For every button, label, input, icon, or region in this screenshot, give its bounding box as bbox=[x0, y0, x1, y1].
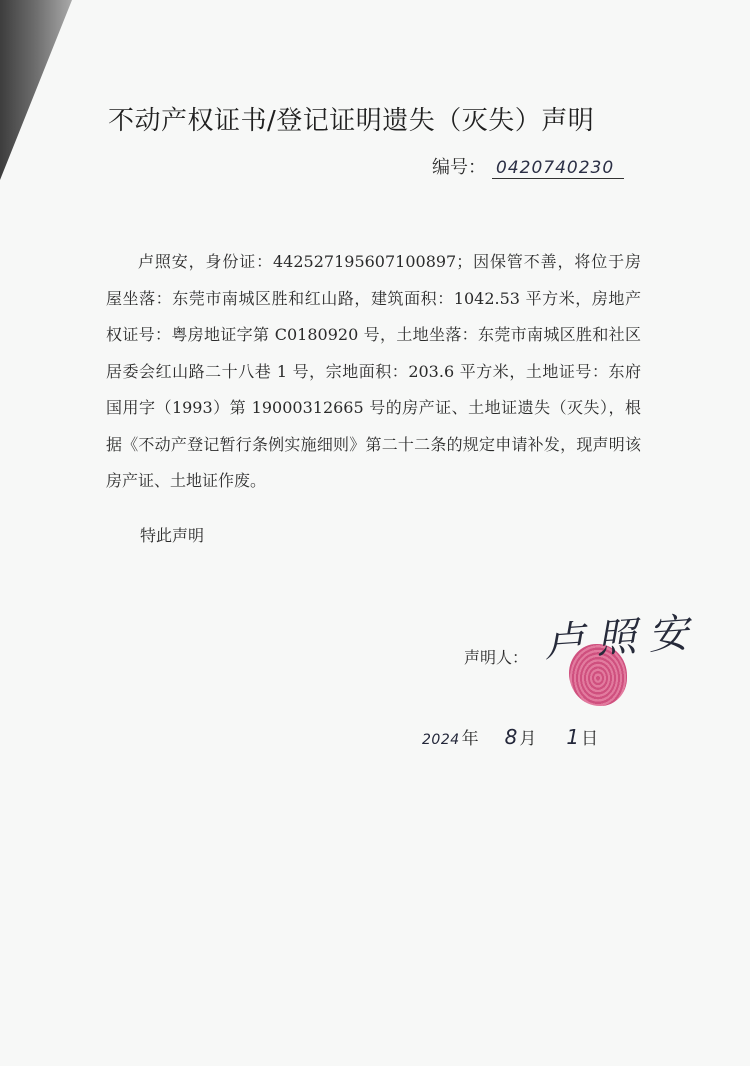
date-month: 8 bbox=[504, 725, 518, 749]
declaration-body: 卢照安，身份证：442527195607100897；因保管不善，将位于房屋坐落：东莞市南城区胜和红山路，建筑面积：1042.53 平方米，房地产权证号：粤房地证字第 C0180920 号，土地坐落：东莞市南城区胜和社区居委会红山路二十八巷 1 号，宗地面积：203.6 平方米，土地证号：东府国用字（1993）第 19000312665 号的房产证、土地证遗失（灭失），根据《不动产登记暂行条例实施细则》第二十二条的规定申请补发，现声明该房产证、土地证作废。 bbox=[106, 252, 641, 490]
number-label: 编号： bbox=[432, 157, 486, 178]
document-title: 不动产权证书/登记证明遗失（灭失）声明 bbox=[108, 106, 595, 136]
number-value: 0420740230 bbox=[492, 158, 624, 179]
closing-statement: 特此声明 bbox=[140, 526, 205, 545]
declarant-label: 声明人： bbox=[464, 648, 529, 667]
signing-date bbox=[422, 724, 598, 749]
date-month-unit: 月 bbox=[519, 729, 537, 749]
date-day: 1 bbox=[566, 725, 580, 749]
date-day-unit: 日 bbox=[581, 729, 599, 749]
handwritten-signature: 卢照安 bbox=[542, 609, 702, 667]
date-year: 2024 bbox=[422, 732, 460, 748]
number-row bbox=[432, 153, 624, 179]
date-year-unit: 年 bbox=[461, 729, 479, 749]
